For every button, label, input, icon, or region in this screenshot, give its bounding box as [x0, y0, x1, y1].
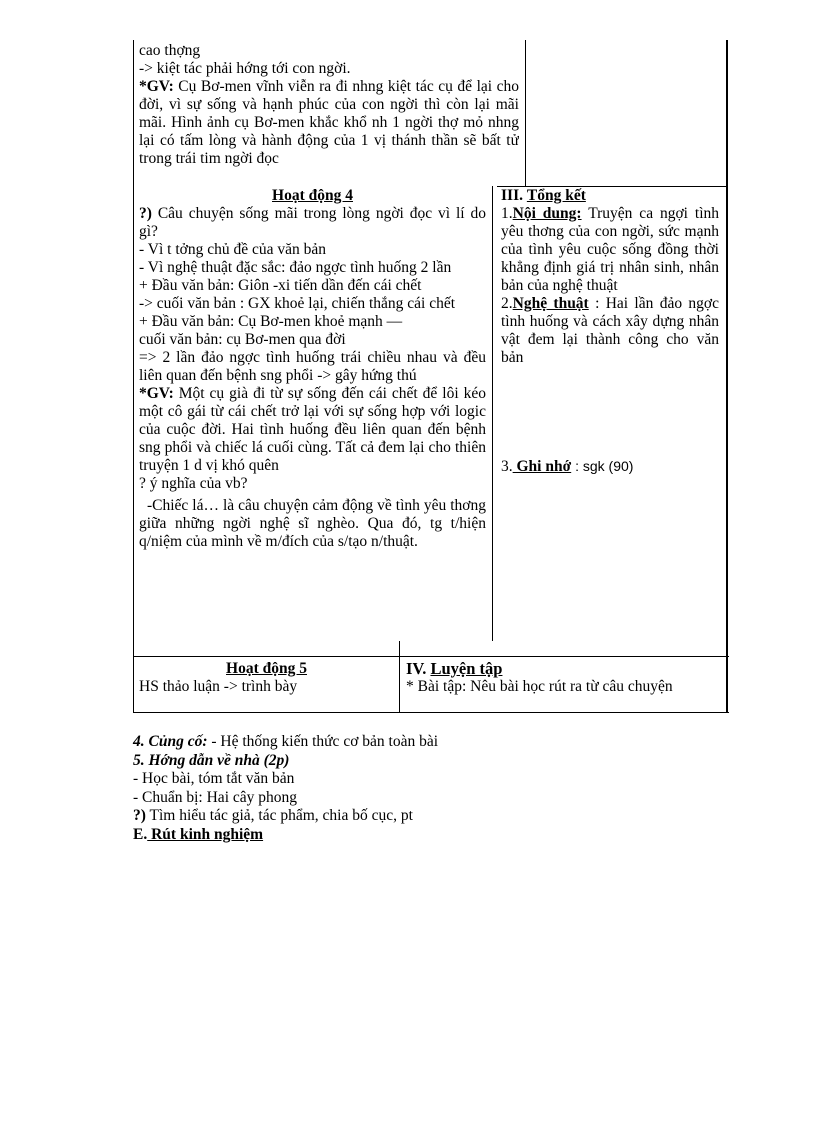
- art-paragraph: 2.Nghệ thuật : Hai lần đảo ngợc tình huống và cách xây dựng nhân vật đem lại thành công cho văn bản: [501, 295, 720, 366]
- practice-heading: IV. Luyện tập: [406, 660, 503, 678]
- row2-line: - Vì nghệ thuật đặc sắc: đảo ngợc tình huống 2 lần: [139, 259, 452, 276]
- row2-line: - Vì t tởng chủ đề của văn bản: [139, 241, 326, 258]
- note-paragraph: 3. Ghi nhớ : sgk (90): [501, 458, 634, 475]
- activity-4-heading: Hoạt động 4: [272, 187, 353, 204]
- homework-line: - Học bài, tóm tắt văn bản: [133, 770, 295, 787]
- row3-left-cell: [139, 660, 394, 696]
- row3-left-text: HS thảo luận -> trình bày: [139, 678, 298, 695]
- row1-gv-paragraph: *GV: Cụ Bơ-men vĩnh viễn ra đi nhng kiệt tác cụ để lại cho đời, vì sự sống và hạnh phúc của con ngời thì còn lại mãi mãi. Hình ảnh cụ Bơ-men khắc khổ nh 1 ngời thợ mỏ nhng lại có tấm lòng và hành động của 1 vị thánh thần sẽ bất tử trong trái tim ngời đọc: [139, 78, 519, 167]
- row2-line: -> cuối văn bản : GX khoẻ lại, chiến thắng cái chết: [139, 295, 456, 312]
- gv-label: *GV: [139, 78, 169, 95]
- practice-text: * Bài tập: Nêu bài học rút ra từ câu chuyện: [406, 678, 673, 695]
- consolidation-line: 4. Củng cố: - Hệ thống kiến thức cơ bản toàn bài: [133, 733, 439, 750]
- table-right-border: [726, 40, 728, 712]
- row2-gv-paragraph: *GV: Một cụ già đi từ sự sống đến cái chết để lôi kéo một cô gái từ cái chết trở lại với sự sống hợp với logic của cuộc đời. Hai tình huống đều liên quan đến bệnh sng phổi và chiếc lá cuối cùng. Tất cả đem lại cho thiên truyện 1 d vị khó quên: [139, 385, 487, 474]
- activity-5-heading: Hoạt động 5: [226, 660, 307, 677]
- row2-line: => 2 lần đảo ngợc tình huống trái chiều nhau và đều liên quan đến bệnh sng phổi -> gây hứng thú: [139, 349, 486, 384]
- row2-question-meaning: ? ý nghĩa của vb?: [139, 475, 248, 492]
- row3-divider: [399, 641, 400, 712]
- table-left-border: [133, 40, 134, 712]
- row3-right-cell: [406, 660, 719, 712]
- row2-question: ?) Câu chuyện sống mãi trong lòng ngời đọc vì lí do gì?: [139, 205, 487, 240]
- summary-heading: III. Tổng kết: [501, 187, 586, 204]
- row2-meaning-answer: -Chiếc lá… là câu chuyện cảm động về tình yêu thơng giữa những ngời nghệ sĩ nghèo. Qua đó, tg t/hiện q/niệm của mình về m/đích của s/tạo n/thuật.: [139, 497, 486, 550]
- row1-left-cell: [139, 42, 519, 186]
- homework-heading: 5. Hớng dẫn về nhà (2p): [133, 751, 290, 769]
- row1-gv-text: Cụ Bơ-men vĩnh viễn ra đi nhng kiệt tác cụ để lại cho đời, vì sự sống và hạnh phúc của con ngời thì còn lại mãi mãi. Hình ảnh cụ Bơ-men khắc khổ nh 1 ngời thợ mỏ nhng lại có tấm lòng và hành động của 1 vị thánh thần sẽ bất tử trong trái tim ngời đọc: [139, 78, 519, 167]
- row2-line: cuối văn bản: cụ Bơ-men qua đời: [139, 331, 346, 348]
- row2-line: + Đầu văn bản: Cụ Bơ-men khoẻ mạnh —: [139, 313, 403, 330]
- row1-line-1: cao thợng: [139, 42, 201, 59]
- homework-line: ?) Tìm hiểu tác giả, tác phẩm, chia bố cục, pt: [133, 807, 413, 824]
- content-paragraph: 1.Nội dung: Truyện ca ngợi tình yêu thơng của con ngời, sức mạnh của tình yêu cuộc sống đồng thời khẳng định giá trị nhân sinh, nhân bản của nghệ thuật: [501, 205, 719, 294]
- row1-line-2: -> kiệt tác phải hớng tới con ngời.: [139, 60, 351, 77]
- homework-line: - Chuẩn bị: Hai cây phong: [133, 788, 298, 806]
- row2-divider: [492, 186, 493, 641]
- row2-right-cell: [501, 187, 719, 476]
- row1-divider: [525, 40, 526, 186]
- row2-bottom-border: [133, 656, 729, 657]
- row2-left-cell: [139, 187, 486, 551]
- lesson-footer: [133, 733, 733, 844]
- table-bottom-border: [133, 712, 729, 713]
- row2-line: + Đầu văn bản: Giôn -xi tiến dần đến cái chết: [139, 277, 422, 294]
- experience-heading: E. Rút kinh nghiệm: [133, 825, 264, 843]
